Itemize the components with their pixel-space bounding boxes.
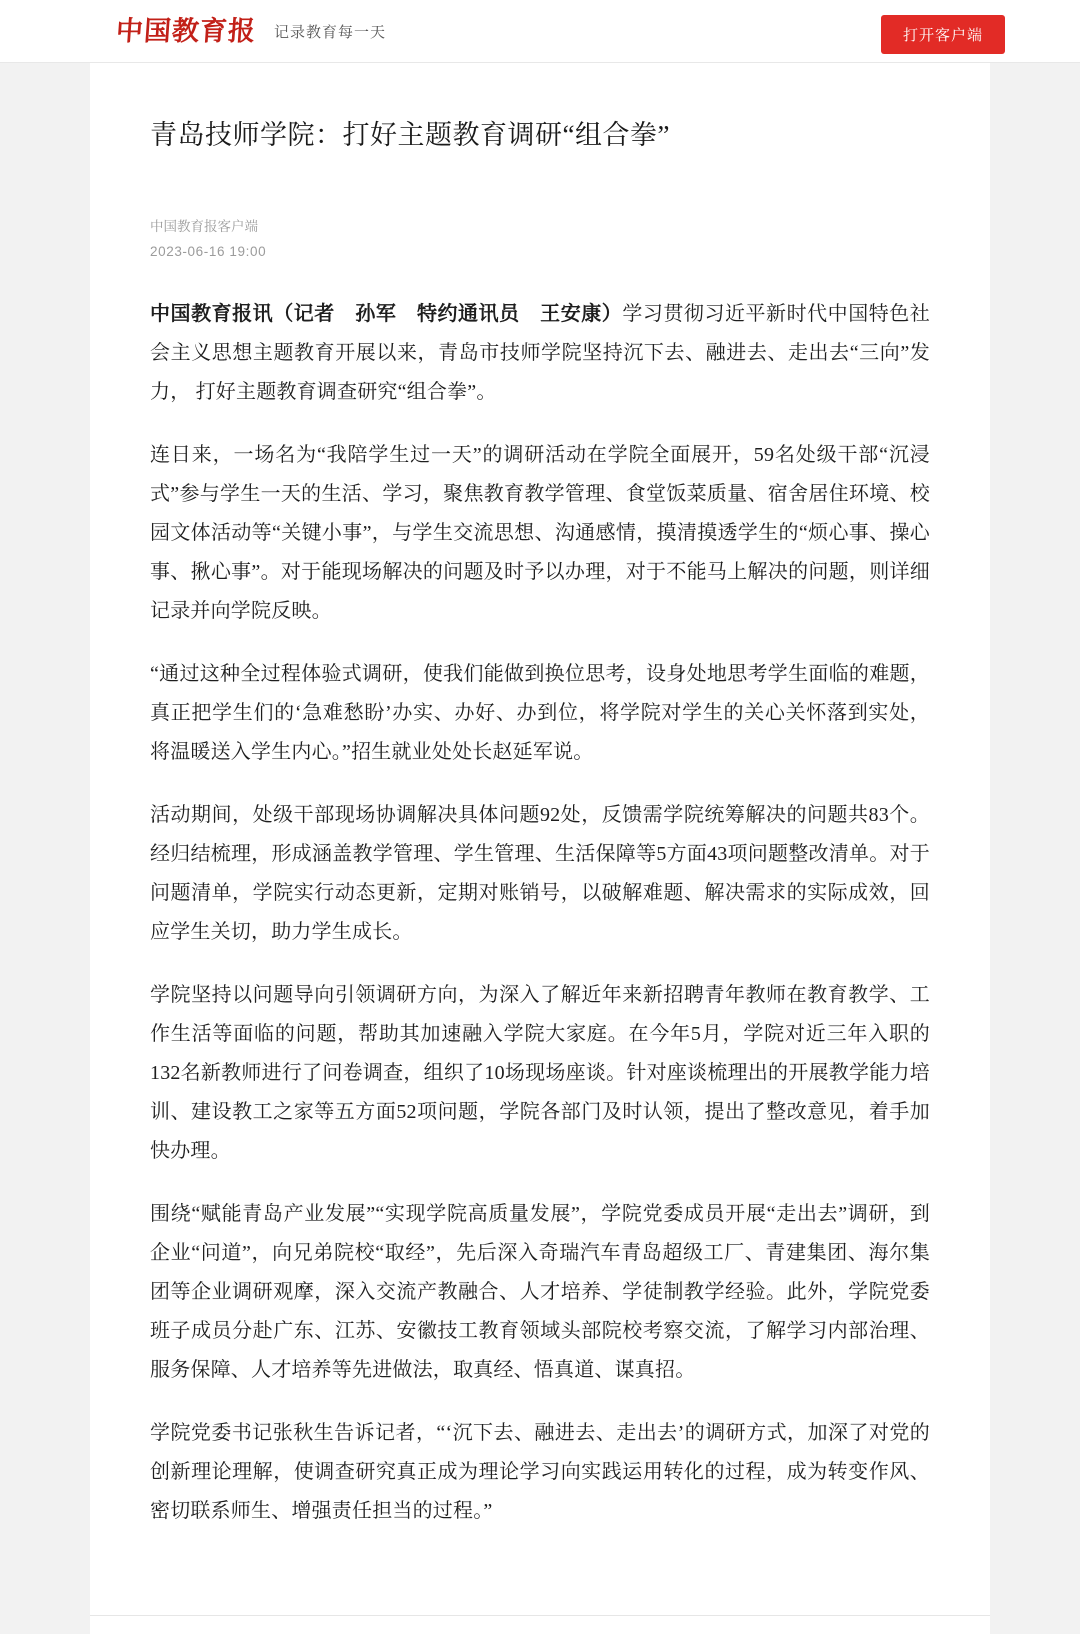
site-header [0, 0, 1080, 63]
logo-text: 中国教育报 [114, 15, 258, 46]
article-byline: 中国教育报讯（记者 孙军 特约通讯员 王安康） [150, 302, 623, 325]
article-paragraph: “通过这种全过程体验式调研，使我们能做到换位思考，设身处地思考学生面临的难题，真正把学生们的‘急难愁盼’办实、办好、办到位，将学院对学生的关心关怀落到实处，将温暖送入学生内心。”招生就业处处长赵延军说。 [150, 662, 930, 763]
article-paragraph-text: 学习贯彻习近平新时代中国特色社会主义思想主题教育开展以来，青岛市技师学院坚持沉下去、融进去、走出去“三向”发力， 打好主题教育调查研究“组合拳”。 [150, 302, 931, 403]
article-paragraph [150, 295, 930, 412]
article-source: 中国教育报客户端 [150, 218, 258, 234]
article-paragraph: 活动期间，处级干部现场协调解决具体问题92处，反馈需学院统筹解决的问题共83个。经归结梳理，形成涵盖教学管理、学生管理、生活保障等5方面43项问题整改清单。对于问题清单，学院实行动态更新，定期对账销号，以破解难题、解决需求的实际成效，回应学生关切，助力学生成长。 [150, 803, 930, 943]
open-app-button[interactable]: 打开客户端 [881, 15, 1005, 54]
article-card [90, 63, 990, 1615]
bottom-spacer [150, 1555, 930, 1575]
article-paragraph: 学院党委书记张秋生告诉记者，“‘沉下去、融进去、走出去’的调研方式，加深了对党的创新理论理解，使调查研究真正成为理论学习向实践运用转化的过程，成为转变作风、密切联系师生、增强责任担当的过程。” [150, 1421, 930, 1522]
footer-divider [90, 1615, 990, 1634]
header-inner [90, 0, 990, 62]
logo-tagline: 记录教育每一天 [274, 23, 387, 41]
article-paragraph: 围绕“赋能青岛产业发展”“实现学院高质量发展”，学院党委成员开展“走出去”调研，到企业“问道”，向兄弟院校“取经”，先后深入奇瑞汽车青岛超级工厂、青建集团、海尔集团等企业调研观摩，深入交流产教融合、人才培养、学徒制教学经验。此外，学院党委班子成员分赴广东、江苏、安徽技工教育领域头部院校考察交流，了解学习内部治理、服务保障、人才培养等先进做法，取真经、悟真道、谋真招。 [150, 1202, 930, 1381]
site-logo[interactable] [114, 15, 258, 46]
article-paragraph: 连日来，一场名为“我陪学生过一天”的调研活动在学院全面展开，59名处级干部“沉浸式”参与学生一天的生活、学习，聚焦教育教学管理、食堂饭菜质量、宿舍居住环境、校园文体活动等“关键小事”，与学生交流思想、沟通感情，摸清摸透学生的“烦心事、操心事、揪心事”。对于能现场解决的问题及时予以办理，对于不能马上解决的问题，则详细记录并向学院反映。 [150, 443, 930, 622]
article-inner [90, 63, 990, 1575]
article-body [150, 295, 930, 1531]
page-background [0, 63, 1080, 1634]
page-title: 青岛技师学院：打好主题教育调研“组合拳” [150, 120, 670, 150]
article-paragraph: 学院坚持以问题导向引领调研方向，为深入了解近年来新招聘青年教师在教育教学、工作生活等面临的问题，帮助其加速融入学院大家庭。在今年5月，学院对近三年入职的132名新教师进行了问卷调查，组织了10场现场座谈。针对座谈梳理出的开展教学能力培训、建设教工之家等五方面52项问题，学院各部门及时认领，提出了整改意见，着手加快办理。 [150, 983, 930, 1162]
article-meta [150, 214, 930, 265]
article-timestamp: 2023-06-16 19:00 [150, 244, 267, 260]
